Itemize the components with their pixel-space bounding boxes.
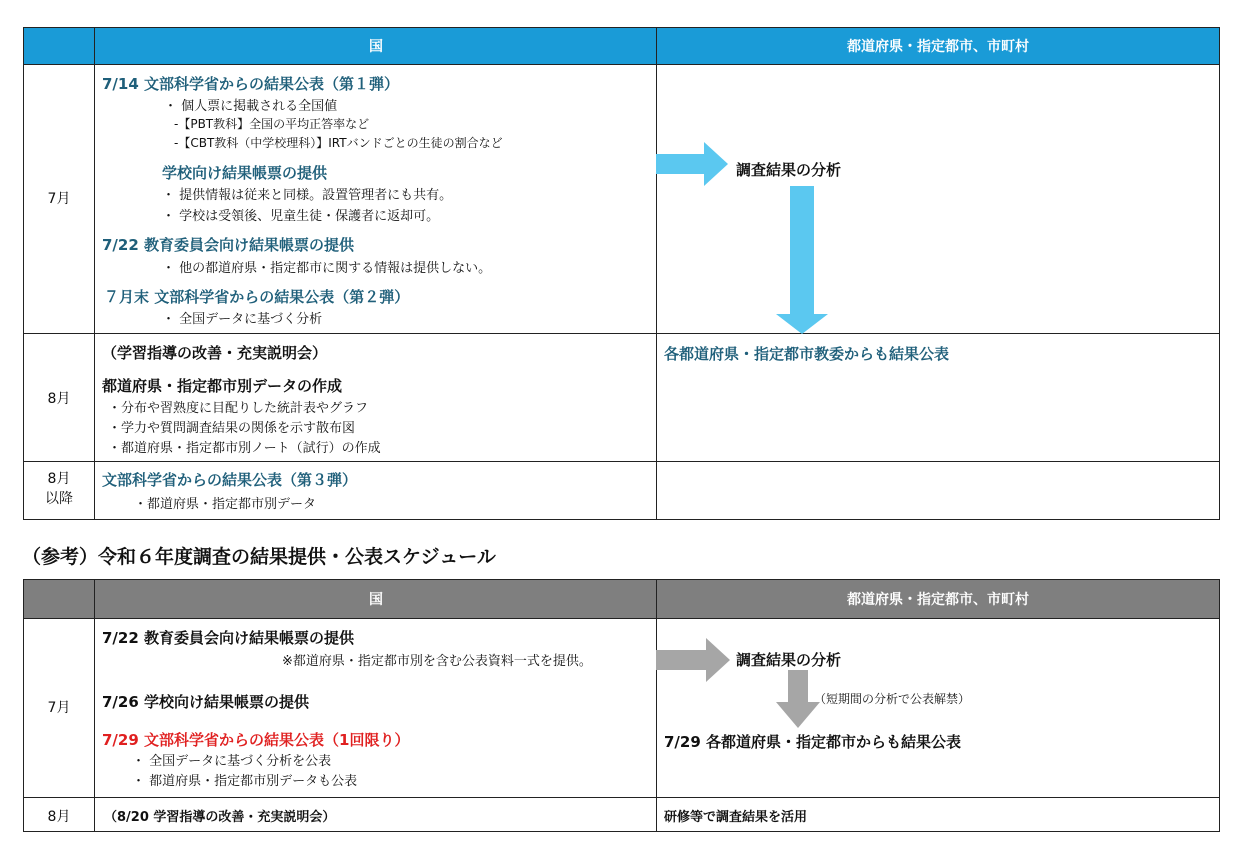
item-title-highlight: 7/29 文部科学省からの結果公表（1回限り） [102,731,410,749]
item-bullet: ・ 全国データに基づく分析 [162,312,323,327]
arrow-down-icon [774,186,830,336]
item-bullet: ・学力や質問調査結果の関係を示す散布図 [108,421,356,436]
header-national: 国 [369,592,383,608]
meeting-label: （8/20 学習指導の改善・充実説明会） [104,810,336,825]
item-title: 7/26 学校向け結果帳票の提供 [102,693,310,711]
local-publication: 各都道府県・指定都市教委からも結果公表 [664,345,950,363]
item-bullet: ・都道府県・指定都市別データ [134,497,317,512]
item-bullet: ・ 都道府県・指定都市別データも公表 [132,774,358,789]
schedule-table-2025 [23,27,1220,520]
item-bullet: ・ 全国データに基づく分析を公表 [132,754,332,769]
reference-heading: （参考）令和６年度調査の結果提供・公表スケジュール [22,546,496,568]
header-national: 国 [369,39,383,55]
item-bullet: -【PBT教科】全国の平均正答率など [174,117,370,131]
item-bullet: ・ 学校は受領後、児童生徒・保護者に返却可。 [162,209,440,224]
table-header [24,28,1219,64]
item-title: 7/14 文部科学省からの結果公表（第１弾） [102,75,400,93]
month-july: 7月 [47,700,71,716]
item-bullet: ・ 他の都道府県・指定都市に関する情報は提供しない。 [162,261,492,276]
arrow-right-icon [656,140,736,190]
item-bullet: ・ 提供情報は従来と同様。設置管理者にも共有。 [162,188,453,203]
month-august-later-suffix: 以降 [45,491,73,507]
month-august-later: 8月 [47,471,71,487]
arrow-right-icon [656,638,736,686]
item-note: ※都道府県・指定都市別を含む公表資料一式を提供。 [282,654,592,669]
header-local: 都道府県・指定都市、市町村 [847,592,1029,608]
month-july: 7月 [47,191,71,207]
item-bullet: ・分布や習熟度に目配りした統計表やグラフ [108,401,369,416]
meeting-label: （学習指導の改善・充実説明会） [102,344,328,362]
item-title: 7/22 教育委員会向け結果帳票の提供 [102,236,355,254]
item-title: 7/22 教育委員会向け結果帳票の提供 [102,629,355,647]
item-title: 都道府県・指定都市別データの作成 [102,377,343,395]
local-analysis: 調査結果の分析 [736,161,842,179]
local-utilization: 研修等で調査結果を活用 [664,810,808,825]
table-header [24,580,1219,618]
month-august: 8月 [47,391,71,407]
item-bullet: ・都道府県・指定都市別ノート（試行）の作成 [108,441,381,456]
local-note: （短期間の分析で公表解禁） [814,692,971,706]
item-title: ７月末 文部科学省からの結果公表（第２弾） [104,288,410,306]
item-bullet: ・ 個人票に掲載される全国値 [164,99,338,114]
month-august: 8月 [47,809,71,825]
item-title: 文部科学省からの結果公表（第３弾） [102,471,358,489]
schedule-table-2024 [23,579,1220,832]
local-analysis: 調査結果の分析 [736,651,842,669]
local-publication: 7/29 各都道府県・指定都市からも結果公表 [664,733,962,751]
item-bullet: -【CBT教科（中学校理科）】IRTバンドごとの生徒の割合など [174,136,503,150]
item-title: 学校向け結果帳票の提供 [162,164,328,182]
header-local: 都道府県・指定都市、市町村 [847,39,1029,55]
